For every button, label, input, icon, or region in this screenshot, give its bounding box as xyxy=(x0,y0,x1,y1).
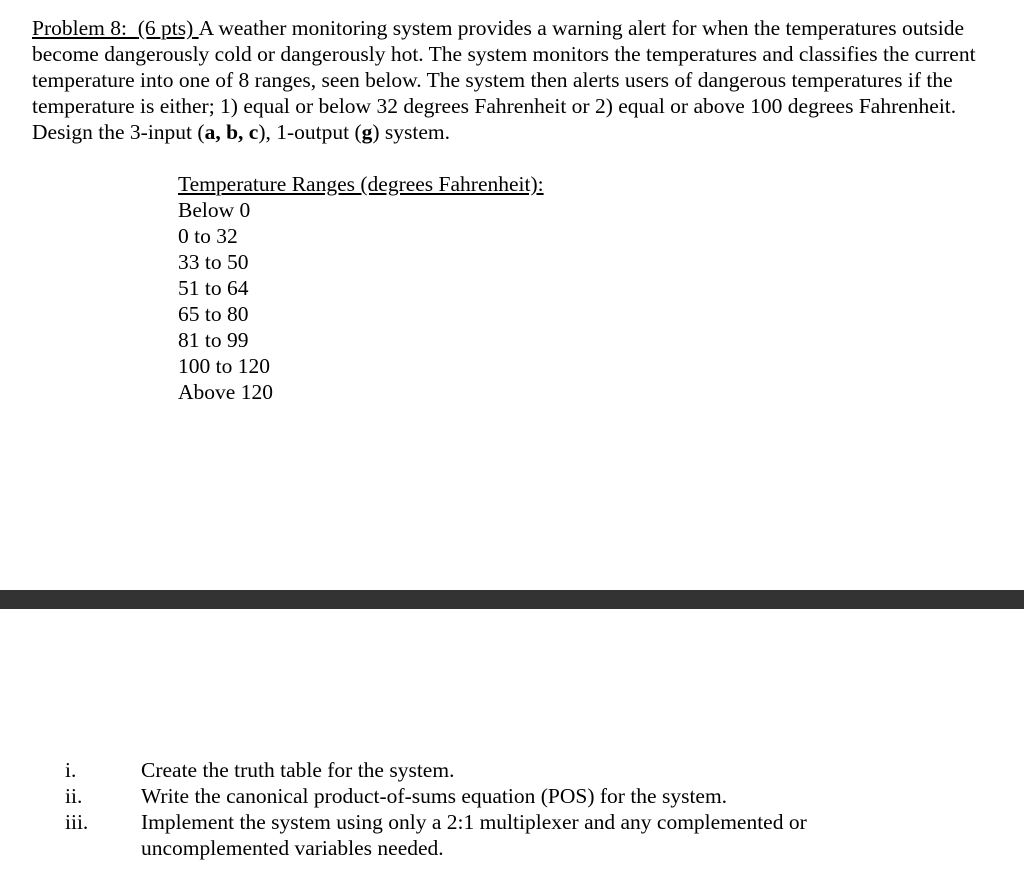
range-item: Above 120 xyxy=(178,380,273,404)
problem-text-part1: A weather monitoring system provides a warning alert for when the temperatures outside become dangerously cold or dangerously hot. The system monitors the temperatures and classifies the current temperature into one of 8 ranges, seen below. The system then alerts users of dangerous temperatures if the temperature is either; 1) equal or below 32 degrees Fahrenheit or 2) equal or above 100 degrees Fahrenheit. Design the 3-input ( xyxy=(32,16,976,144)
problem-statement xyxy=(32,15,992,145)
task-text: Write the canonical product-of-sums equation (POS) for the system. xyxy=(141,784,728,808)
task-list xyxy=(0,757,1024,861)
task-item xyxy=(0,783,1024,809)
task-text: Implement the system using only a 2:1 multiplexer and any complemented or uncomplemented variables needed. xyxy=(141,810,807,860)
task-number: ii. xyxy=(65,784,83,808)
task-item xyxy=(0,809,1024,861)
task-text: Create the truth table for the system. xyxy=(141,758,455,782)
problem-title: Problem 8: xyxy=(32,16,127,40)
range-item: 81 to 99 xyxy=(178,328,249,352)
range-item: 65 to 80 xyxy=(178,302,249,326)
range-item: 51 to 64 xyxy=(178,276,249,300)
task-number: iii. xyxy=(65,810,89,834)
range-item: 0 to 32 xyxy=(178,224,238,248)
temperature-ranges xyxy=(178,171,544,405)
task-item xyxy=(0,757,1024,783)
range-item: 33 to 50 xyxy=(178,250,249,274)
problem-output: g xyxy=(361,120,373,144)
page-separator-bar xyxy=(0,590,1024,609)
ranges-heading: Temperature Ranges (degrees Fahrenheit): xyxy=(178,172,544,196)
problem-text-part2: ), 1-output ( xyxy=(258,120,362,144)
range-item: 100 to 120 xyxy=(178,354,270,378)
task-number: i. xyxy=(65,758,77,782)
range-item: Below 0 xyxy=(178,198,251,222)
problem-inputs: a, b, c xyxy=(204,120,259,144)
problem-points: (6 pts) xyxy=(137,16,194,40)
problem-text-part3: ) system. xyxy=(372,120,451,144)
